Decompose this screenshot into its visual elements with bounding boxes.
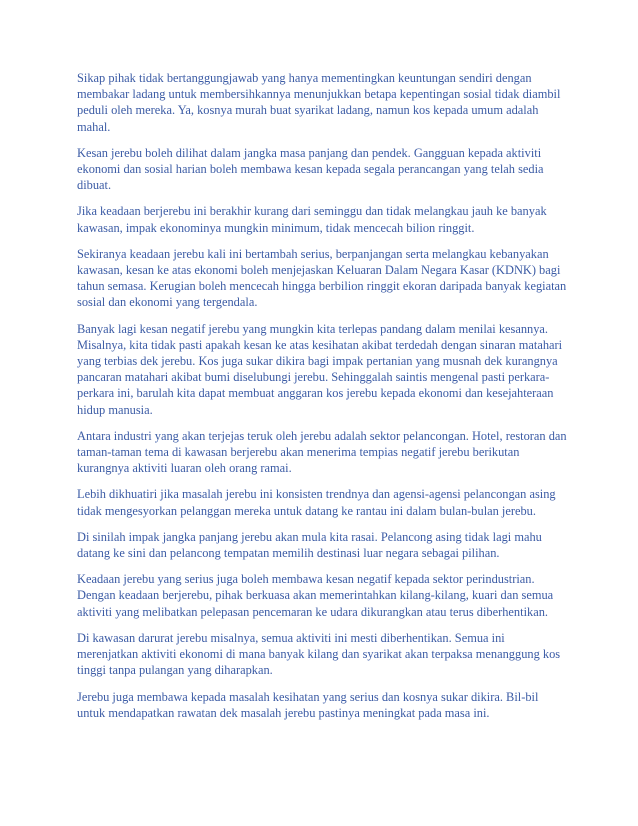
paragraph-8: Di sinilah impak jangka panjang jerebu akan mula kita rasai. Pelancong asing tidak lagi mahu datang ke sini dan pelancong tempatan memilih destinasi luar negara sebagai pilihan. <box>77 529 542 561</box>
paragraph-6: Antara industri yang akan terjejas teruk oleh jerebu adalah sektor pelancongan. Hotel, restoran dan taman-taman tema di kawasan berjerebu akan menerima tempias negatif jerebu berikutan kurangnya aktiviti luaran oleh orang ramai. <box>77 428 567 476</box>
paragraph-4: Sekiranya keadaan jerebu kali ini bertambah serius, berpanjangan serta melangkau kebanyakan kawasan, kesan ke atas ekonomi boleh menjejaskan Keluaran Dalam Negara Kasar (KDNK) bagi tahun semasa. Kerugian boleh mencecah hingga berbilion ringgit ekoran daripada banyak kegiatan sosial dan ekonomi yang tergendala. <box>77 246 567 310</box>
paragraph-9: Keadaan jerebu yang serius juga boleh membawa kesan negatif kepada sektor perindustrian. Dengan keadaan berjerebu, pihak berkuasa akan memerintahkan kilang-kilang, kuari dan semua aktiviti yang melibatkan pelepasan pencemaran ke udara dikurangkan atau terus diberhentikan. <box>77 572 554 619</box>
document-body <box>77 70 569 731</box>
paragraph-11: Jerebu juga membawa kepada masalah kesihatan yang serius dan kosnya sukar dikira. Bil-bil untuk mendapatkan rawatan dek masalah jerebu pastinya meningkat pada masa ini. <box>77 689 539 720</box>
paragraph-2: Kesan jerebu boleh dilihat dalam jangka masa panjang dan pendek. Gangguan kepada aktiviti ekonomi dan sosial harian boleh membawa kesan kepada segala perancangan yang telah sedia dibuat. <box>77 145 544 193</box>
paragraph-5: Banyak lagi kesan negatif jerebu yang mungkin kita terlepas pandang dalam menilai kesannya. Misalnya, kita tidak pasti apakah kesan ke atas kesihatan akibat terdedah dengan sinaran matahari yang terbias dek jerebu. Kos juga sukar dikira bagi impak pertanian yang musnah dek kurangnya pancaran matahari akibat bumi diselubungi jerebu. Sehinggalah saintis mengenal pasti perkara-perkara ini, barulah kita dapat membuat anggaran kos jerebu kepada ekonomi dan kesejahteraan hidup manusia. <box>77 321 563 417</box>
paragraph-10: Di kawasan darurat jerebu misalnya, semua aktiviti ini mesti diberhentikan. Semua ini merenjatkan aktiviti ekonomi di mana banyak kilang dan syarikat akan terpaksa menanggung kos tinggi tanpa pulangan yang diharapkan. <box>77 630 561 678</box>
paragraph-1: Sikap pihak tidak bertanggungjawab yang hanya mementingkan keuntungan sendiri dengan membakar ladang untuk membersihkannya menunjukkan betapa kepentingan sosial tidak diambil peduli oleh mereka. Ya, kosnya murah buat syarikat ladang, namun kos kepada umum adalah mahal. <box>77 71 561 134</box>
paragraph-7: Lebih dikhuatiri jika masalah jerebu ini konsisten trendnya dan agensi-agensi pelancongan asing tidak mengesyorkan pelanggan mereka untuk datang ke rantau ini dalam bulan-bulan jerebu. <box>77 487 556 518</box>
paragraph-3: Jika keadaan berjerebu ini berakhir kurang dari seminggu dan tidak melangkau jauh ke banyak kawasan, impak ekonominya mungkin minimum, tidak mencecah bilion ringgit. <box>77 204 547 235</box>
